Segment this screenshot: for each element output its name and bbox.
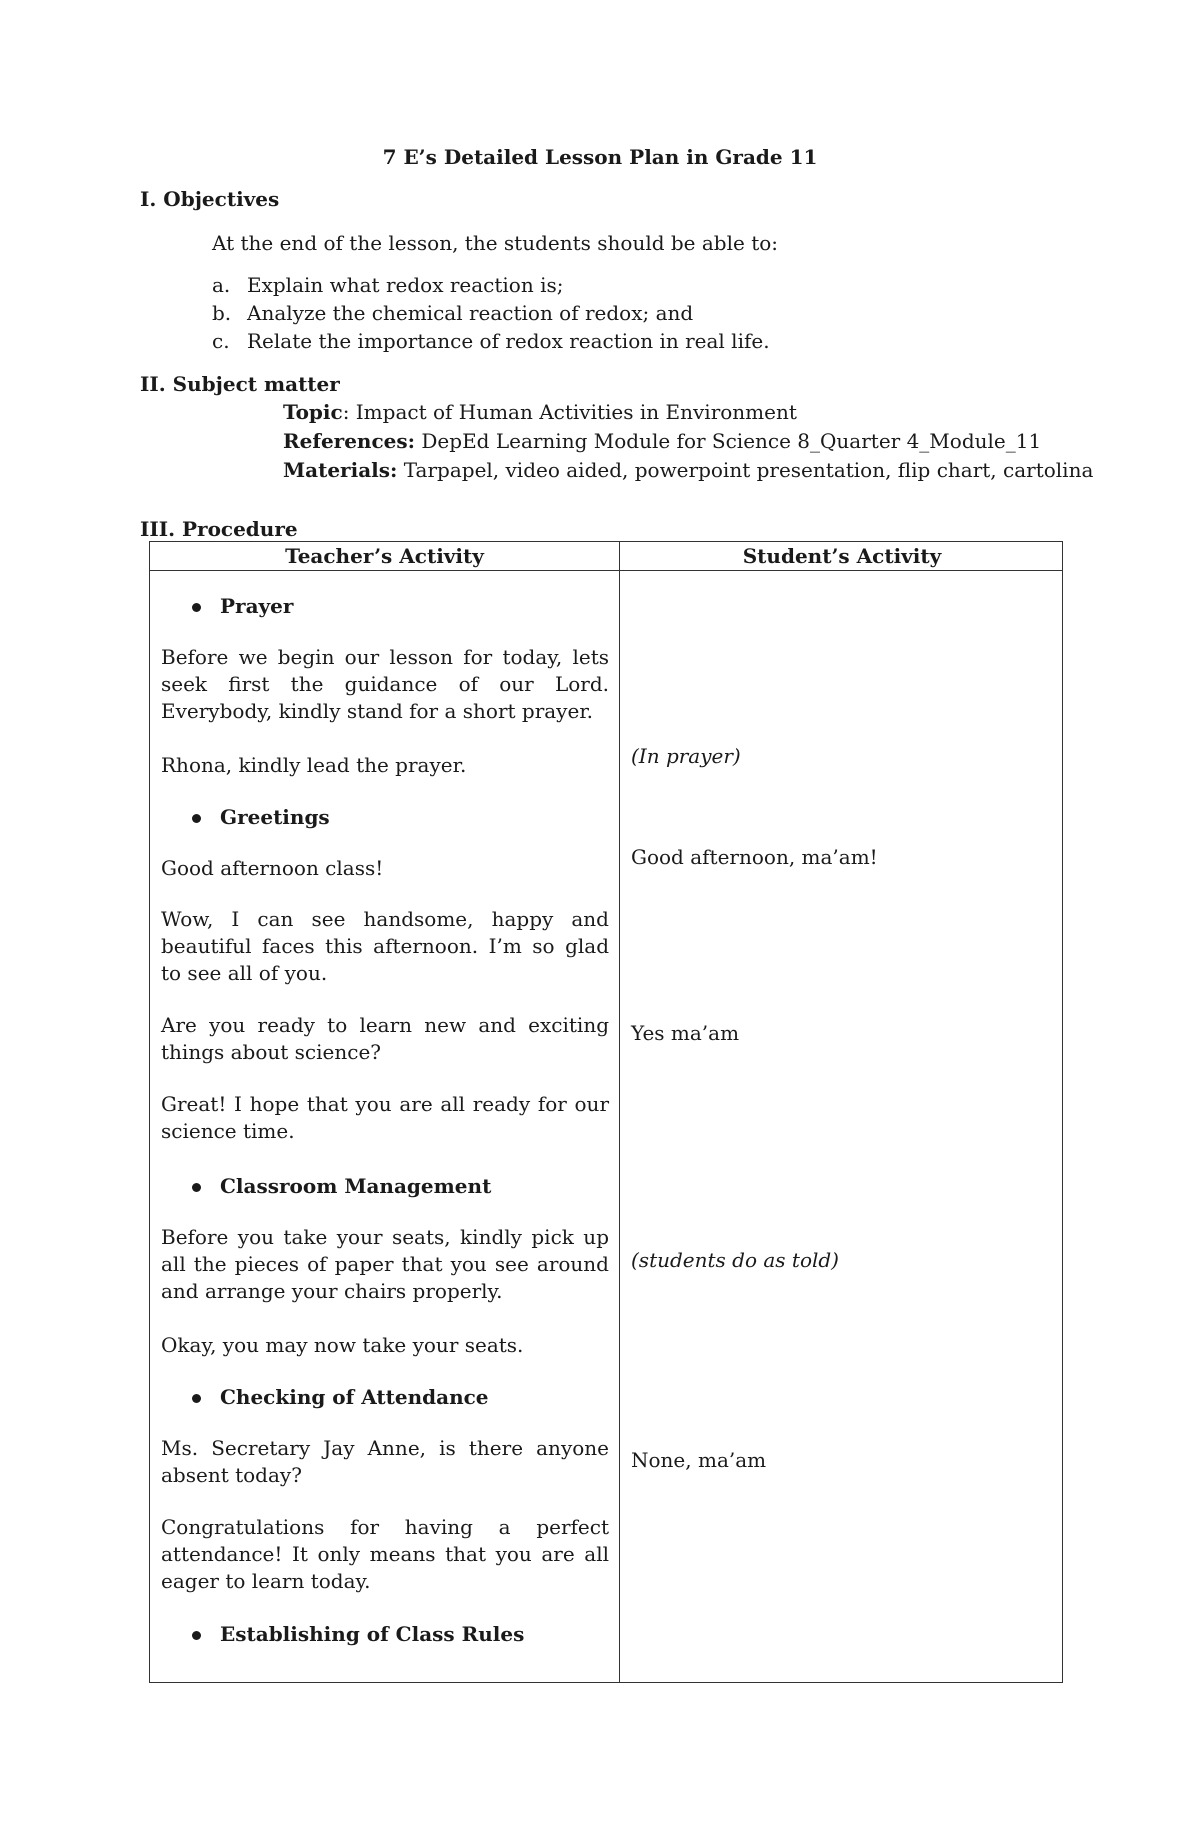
student-response: Yes ma’am: [631, 1021, 740, 1045]
bullet-label: Checking of Attendance: [220, 1385, 489, 1409]
document-title: 7 E’s Detailed Lesson Plan in Grade 11: [382, 145, 818, 169]
teacher-text: Congratulations for having a perfect attendance! It only means that you are all eager to learn today.: [161, 1515, 609, 1593]
procedure-table: [149, 541, 1063, 1683]
bullet-label: Greetings: [220, 805, 330, 829]
materials-value: Tarpapel, video aided, powerpoint presentation, flip chart, cartolina: [397, 458, 1094, 482]
list-item: [212, 299, 770, 327]
item-marker: c.: [212, 329, 230, 353]
topic-value: : Impact of Human Activities in Environment: [342, 400, 797, 424]
bullet-prayer: [195, 592, 495, 620]
teacher-text: Ms. Secretary Jay Anne, is there anyone absent today?: [161, 1436, 609, 1487]
student-response: None, ma’am: [631, 1448, 767, 1472]
student-response: (In prayer): [631, 744, 741, 768]
teacher-text: Before you take your seats, kindly pick up all the pieces of paper that you see around and arrange your chairs properly.: [161, 1225, 609, 1303]
bullet-label: Classroom Management: [220, 1174, 492, 1198]
references-value: DepEd Learning Module for Science 8_Quarter 4_Module_11: [415, 429, 1042, 453]
list-item: [212, 271, 770, 299]
item-text: Analyze the chemical reaction of redox; and: [247, 301, 694, 325]
bullet-icon: [192, 603, 201, 612]
item-text: Relate the importance of redox reaction in real life.: [247, 329, 770, 353]
list-item: [212, 327, 770, 355]
teacher-text: Are you ready to learn new and exciting things about science?: [161, 1013, 609, 1064]
student-response: Good afternoon, ma’am!: [631, 845, 878, 869]
subject-matter-details: [283, 398, 1093, 485]
column-divider: [619, 542, 620, 1682]
procedure-heading: III. Procedure: [140, 517, 298, 541]
objectives-list: [212, 271, 770, 355]
subject-matter-heading: II. Subject matter: [140, 372, 340, 396]
bullet-icon: [192, 1183, 201, 1192]
topic-label: Topic: [283, 400, 343, 424]
student-column-header: Student’s Activity: [742, 544, 942, 568]
item-marker: b.: [212, 301, 232, 325]
bullet-greetings: [195, 803, 495, 831]
bullet-icon: [192, 1394, 201, 1403]
bullet-label: Establishing of Class Rules: [220, 1622, 525, 1646]
teacher-text: Before we begin our lesson for today, lets seek first the guidance of our Lord. Everybody, kindly stand for a short prayer.: [161, 645, 609, 723]
objectives-intro: At the end of the lesson, the students should be able to:: [212, 231, 779, 255]
student-response: (students do as told): [631, 1248, 839, 1272]
bullet-class-rules: [195, 1620, 525, 1648]
references-line: [283, 427, 1093, 456]
teacher-text: Good afternoon class!: [161, 856, 384, 880]
references-label: References:: [283, 429, 416, 453]
bullet-classroom-management: [195, 1172, 495, 1200]
bullet-checking-attendance: [195, 1383, 495, 1411]
teacher-text: Rhona, kindly lead the prayer.: [161, 753, 467, 777]
bullet-label: Prayer: [220, 594, 294, 618]
item-marker: a.: [212, 273, 231, 297]
teacher-text: Great! I hope that you are all ready for our science time.: [161, 1092, 609, 1143]
teacher-text: Wow, I can see handsome, happy and beautiful faces this afternoon. I’m so glad to see all of you.: [161, 907, 609, 985]
bullet-icon: [192, 814, 201, 823]
teacher-column-header: Teacher’s Activity: [285, 544, 484, 568]
bullet-icon: [192, 1631, 201, 1640]
topic-line: [283, 398, 1093, 427]
materials-label: Materials:: [283, 458, 398, 482]
item-text: Explain what redox reaction is;: [247, 273, 564, 297]
objectives-heading: I. Objectives: [140, 187, 280, 211]
materials-line: [283, 456, 1093, 485]
teacher-text: Okay, you may now take your seats.: [161, 1333, 524, 1357]
